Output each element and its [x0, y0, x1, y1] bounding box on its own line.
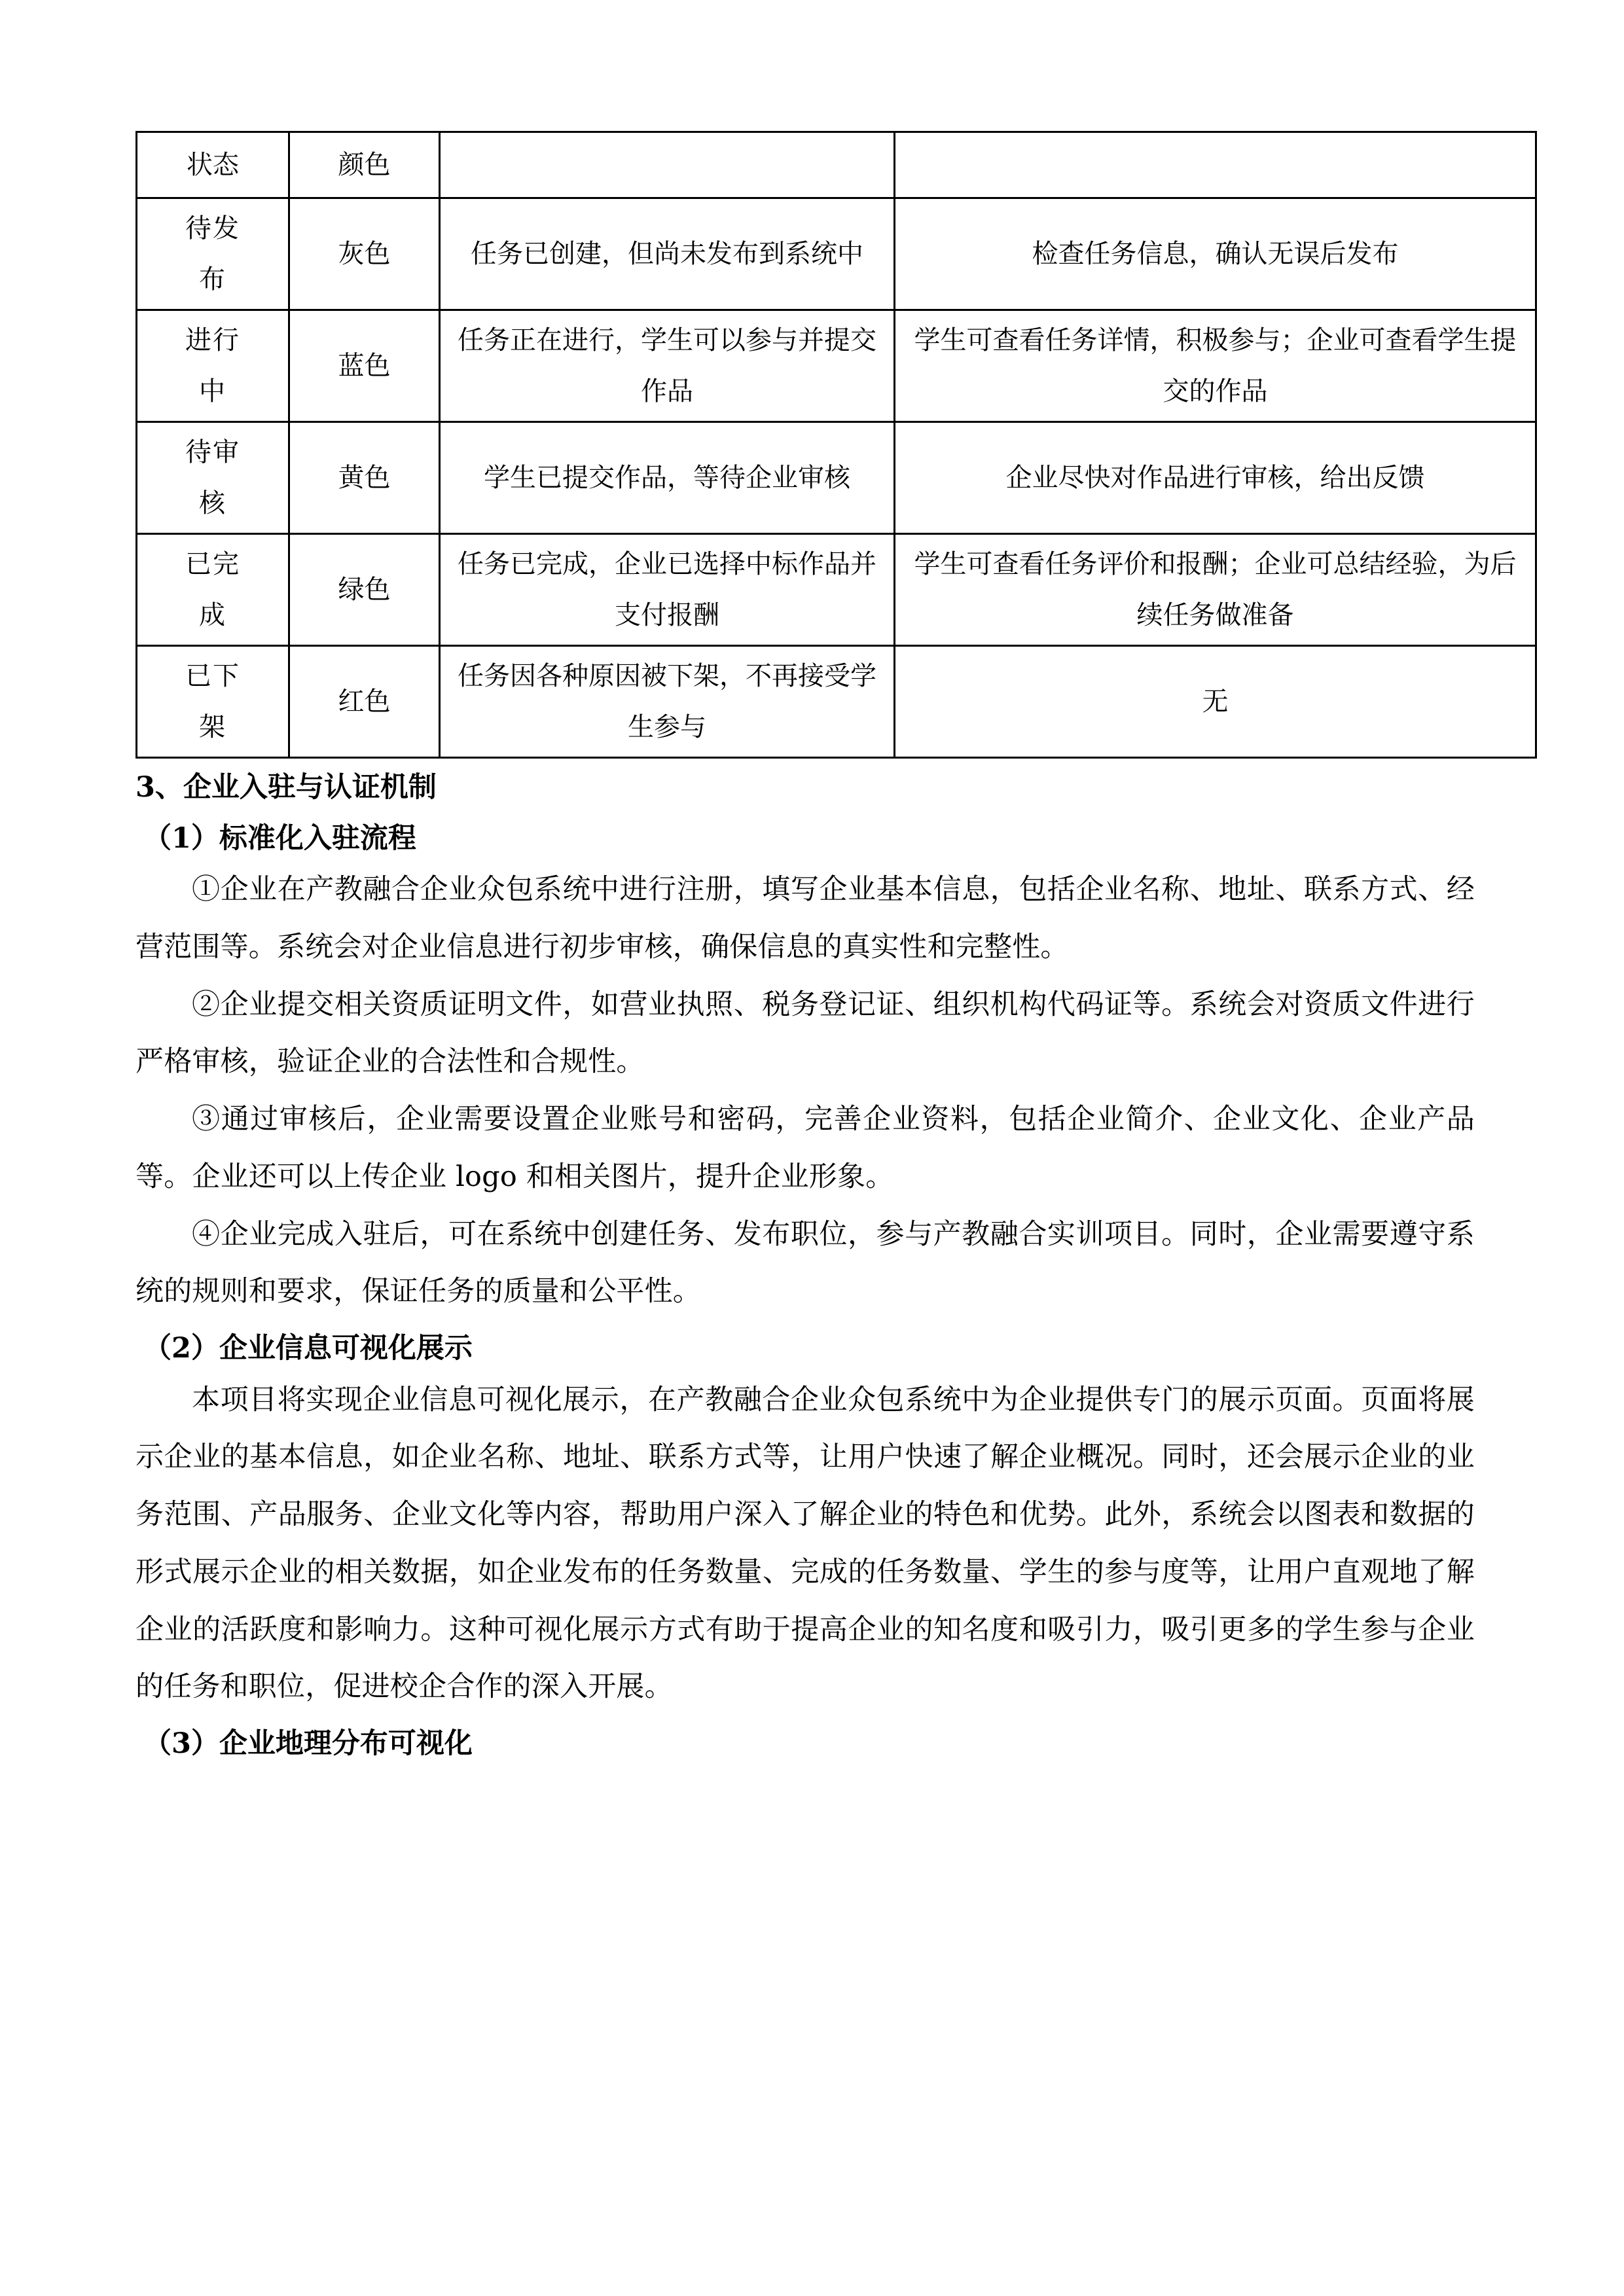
heading-section-3: 3、企业入驻与认证机制 [135, 771, 437, 804]
cell-state [137, 422, 289, 534]
cell-action: 无 [895, 646, 1536, 758]
document-content [135, 131, 1517, 1767]
cell-state [137, 310, 289, 422]
table-header-description [440, 132, 895, 198]
cell-description: 任务已完成，企业已选择中标作品并支付报酬 [440, 534, 895, 646]
cell-action: 检查任务信息，确认无误后发布 [895, 198, 1536, 310]
paragraph-3-part-2: 和相关图片，提升企业形象。 [516, 1160, 894, 1193]
cell-state [137, 198, 289, 310]
table-row [137, 310, 1536, 422]
cell-description: 学生已提交作品，等待企业审核 [440, 422, 895, 534]
paragraph-4: ④企业完成入驻后，可在系统中创建任务、发布职位，参与产教融合实训项目。同时，企业需要遵守系统的规则和要求，保证任务的质量和公平性。 [135, 1217, 1475, 1308]
cell-color: 绿色 [289, 534, 440, 646]
paragraph-3 [135, 1091, 1475, 1206]
heading-sub-3: （3）企业地理分布可视化 [143, 1727, 473, 1761]
cell-color: 灰色 [289, 198, 440, 310]
table-row [137, 422, 1536, 534]
paragraph-2: ②企业提交相关资质证明文件，如营业执照、税务登记证、组织机构代码证等。系统会对资质文件进行严格审核，验证企业的合法性和合规性。 [135, 988, 1475, 1079]
cell-action: 学生可查看任务评价和报酬；企业可总结经验，为后续任务做准备 [895, 534, 1536, 646]
cell-description: 任务因各种原因被下架，不再接受学生参与 [440, 646, 895, 758]
cell-state [137, 534, 289, 646]
state-line-2: 核 [199, 488, 226, 518]
table-header-color: 颜色 [289, 132, 440, 198]
state-line-1: 进行 [185, 325, 240, 355]
state-line-2: 成 [199, 600, 226, 630]
heading-sub-1: （1）标准化入驻流程 [143, 821, 416, 855]
state-line-1: 待审 [185, 437, 240, 467]
cell-color: 蓝色 [289, 310, 440, 422]
table-row [137, 198, 1536, 310]
cell-description: 任务已创建，但尚未发布到系统中 [440, 198, 895, 310]
table-header-state: 状态 [137, 132, 289, 198]
paragraph-1: ①企业在产教融合企业众包系统中进行注册，填写企业基本信息，包括企业名称、地址、联系方式、经营范围等。系统会对企业信息进行初步审核，确保信息的真实性和完整性。 [135, 873, 1475, 964]
task-status-table [135, 131, 1537, 759]
state-line-2: 架 [199, 712, 226, 742]
state-line-1: 已完 [185, 549, 240, 579]
paragraph-3-part-1: ③通过审核后，企业需要设置企业账号和密码，完善企业资料，包括企业简介、企业文化、企业产品等。企业还可以上传企业 [135, 1103, 1475, 1193]
heading-sub-2: （2）企业信息可视化展示 [143, 1332, 473, 1365]
state-line-2: 布 [199, 264, 226, 295]
paragraph-5: 本项目将实现企业信息可视化展示，在产教融合企业众包系统中为企业提供专门的展示页面。页面将展示企业的基本信息，如企业名称、地址、联系方式等，让用户快速了解企业概况。同时，还会展示企业的业务范围、产品服务、企业文化等内容，帮助用户深入了解企业的特色和优势。此外，系统会以图表和数据的形式展示企业的相关数据，如企业发布的任务数量、完成的任务数量、学生的参与度等，让用户直观地了解企业的活跃度和影响力。这种可视化展示方式有助于提高企业的知名度和吸引力，吸引更多的学生参与企业的任务和职位，促进校企合作的深入开展。 [135, 1383, 1475, 1704]
table-row [137, 646, 1536, 758]
state-line-2: 中 [199, 376, 226, 406]
state-line-1: 待发 [185, 213, 240, 243]
cell-description: 任务正在进行，学生可以参与并提交作品 [440, 310, 895, 422]
cell-action: 企业尽快对作品进行审核，给出反馈 [895, 422, 1536, 534]
state-line-1: 已下 [185, 661, 240, 691]
cell-color: 红色 [289, 646, 440, 758]
paragraph-3-logo-word: logo [456, 1160, 517, 1193]
cell-state [137, 646, 289, 758]
table-header-action [895, 132, 1536, 198]
cell-color: 黄色 [289, 422, 440, 534]
table-header-row [137, 132, 1536, 198]
cell-action: 学生可查看任务详情，积极参与；企业可查看学生提交的作品 [895, 310, 1536, 422]
table-row [137, 534, 1536, 646]
